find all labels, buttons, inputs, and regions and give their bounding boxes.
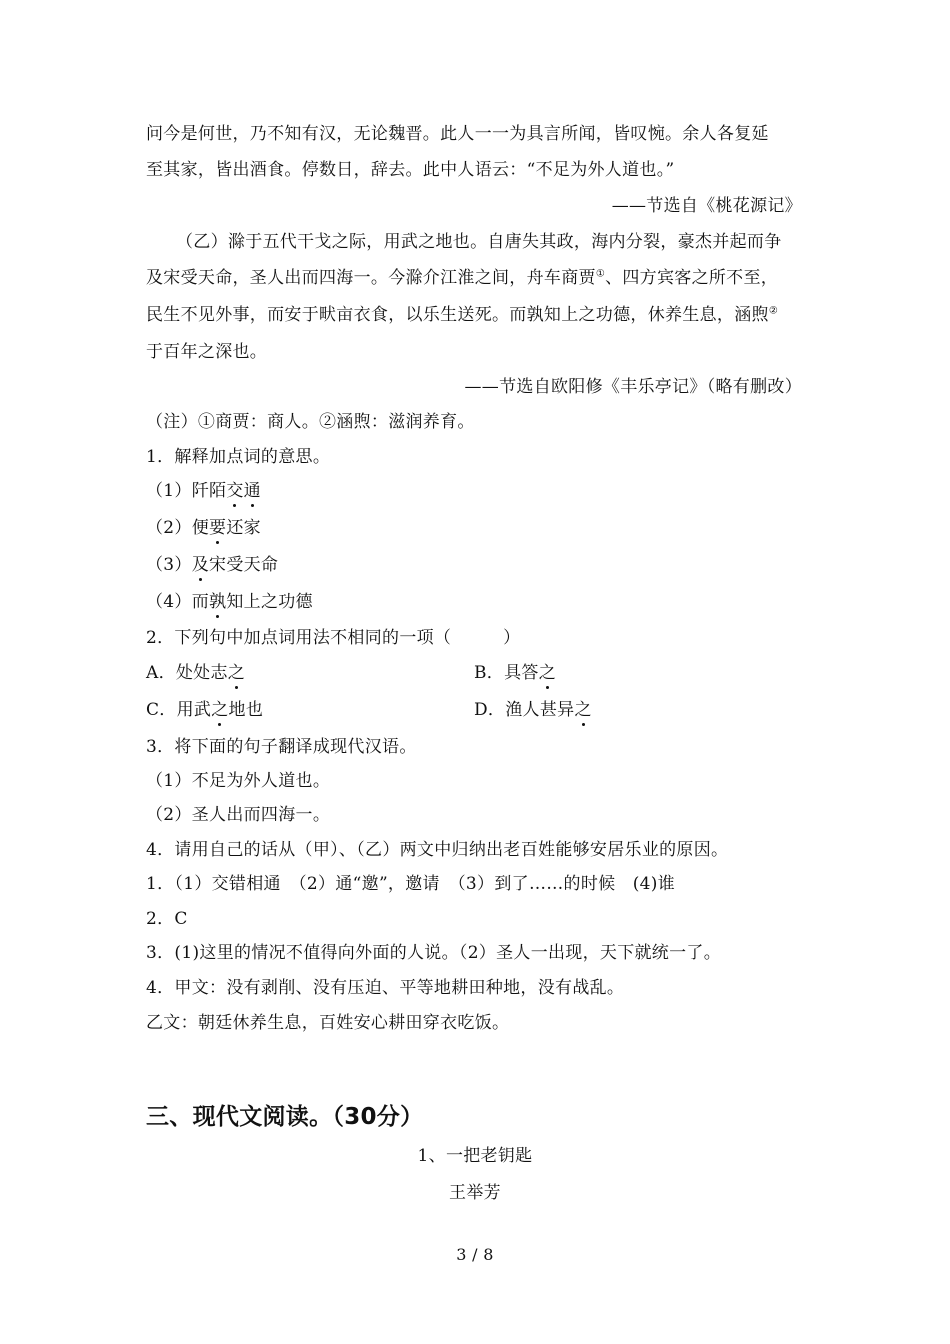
- option-a: A．处处志之: [146, 663, 246, 683]
- answer-4: 4．甲文：没有剥削、没有压迫、平等地耕田种地，没有战乱。: [146, 978, 625, 998]
- annotation-notes: （注）①商贾：商人。②涵煦：滋润养育。: [146, 412, 475, 432]
- question-1-item-3: （3）及宋受天命: [146, 555, 279, 575]
- question-1-item-2: （2）便要还家: [146, 518, 261, 538]
- section-3-heading: 三、现代文阅读。（30分）: [146, 1104, 424, 1130]
- question-3-item-1: （1）不足为外人道也。: [146, 771, 331, 791]
- option-c: C．用武之地也: [146, 700, 264, 720]
- question-1-item-1: （1）阡陌交通: [146, 481, 261, 501]
- passage-jia-line-2: 至其家，皆出酒食。停数日，辞去。此中人语云：“不足为外人道也。”: [146, 160, 675, 180]
- note-2-mark: ②: [768, 305, 779, 317]
- answer-1: 1．（1）交错相通 （2）通“邀”，邀请 （3）到了……的时候 (4)谁: [146, 874, 676, 894]
- option-d: D．渔人甚异之: [474, 700, 592, 720]
- answer-3: 3．(1)这里的情况不值得向外面的人说。（2）圣人一出现，天下就统一了。: [146, 943, 722, 963]
- passage-yi-line-4: 于百年之深也。: [146, 342, 268, 362]
- question-1-item-4: （4）而孰知上之功德: [146, 592, 313, 612]
- question-2-row-1: [146, 662, 557, 684]
- passage-jia-source: ——节选自《桃花源记》: [611, 196, 802, 216]
- passage-yi-line-1: （乙）滁于五代干戈之际，用武之地也。自唐失其政，海内分裂，豪杰并起而争: [176, 232, 782, 252]
- question-1-prompt: 1．解释加点词的意思。: [146, 447, 331, 467]
- passage-yi-line-3: 民生不见外事，而安于畎亩衣食，以乐生送死。而孰知上之功德，休养生息，涵煦②: [146, 305, 779, 325]
- answer-2: 2．C: [146, 909, 188, 929]
- question-2-row-2: [146, 699, 592, 721]
- passage-yi-line-2: 及宋受天命，圣人出而四海一。今滁介江淮之间，舟车商贾①、四方宾客之所不至，: [146, 268, 779, 288]
- article-author: 王举芳: [449, 1183, 501, 1203]
- question-2-prompt: 2．下列句中加点词用法不相同的一项（ ）: [146, 628, 521, 648]
- answer-4-continued: 乙文：朝廷休养生息，百姓安心耕田穿衣吃饭。: [146, 1013, 510, 1033]
- note-1-mark: ①: [595, 268, 606, 280]
- passage-yi-source: ——节选自欧阳修《丰乐亭记》（略有删改）: [464, 377, 802, 397]
- option-b: B．具答之: [474, 663, 557, 683]
- page-number: 3 / 8: [456, 1245, 494, 1264]
- question-3-item-2: （2）圣人出而四海一。: [146, 805, 331, 825]
- article-title: 1、一把老钥匙: [417, 1146, 533, 1166]
- question-3-prompt: 3．将下面的句子翻译成现代汉语。: [146, 737, 417, 757]
- question-4-prompt: 4．请用自己的话从（甲）、（乙）两文中归纳出老百姓能够安居乐业的原因。: [146, 840, 729, 860]
- passage-jia-line-1: 问今是何世，乃不知有汉，无论魏晋。此人一一为具言所闻，皆叹惋。余人各复延: [146, 124, 769, 144]
